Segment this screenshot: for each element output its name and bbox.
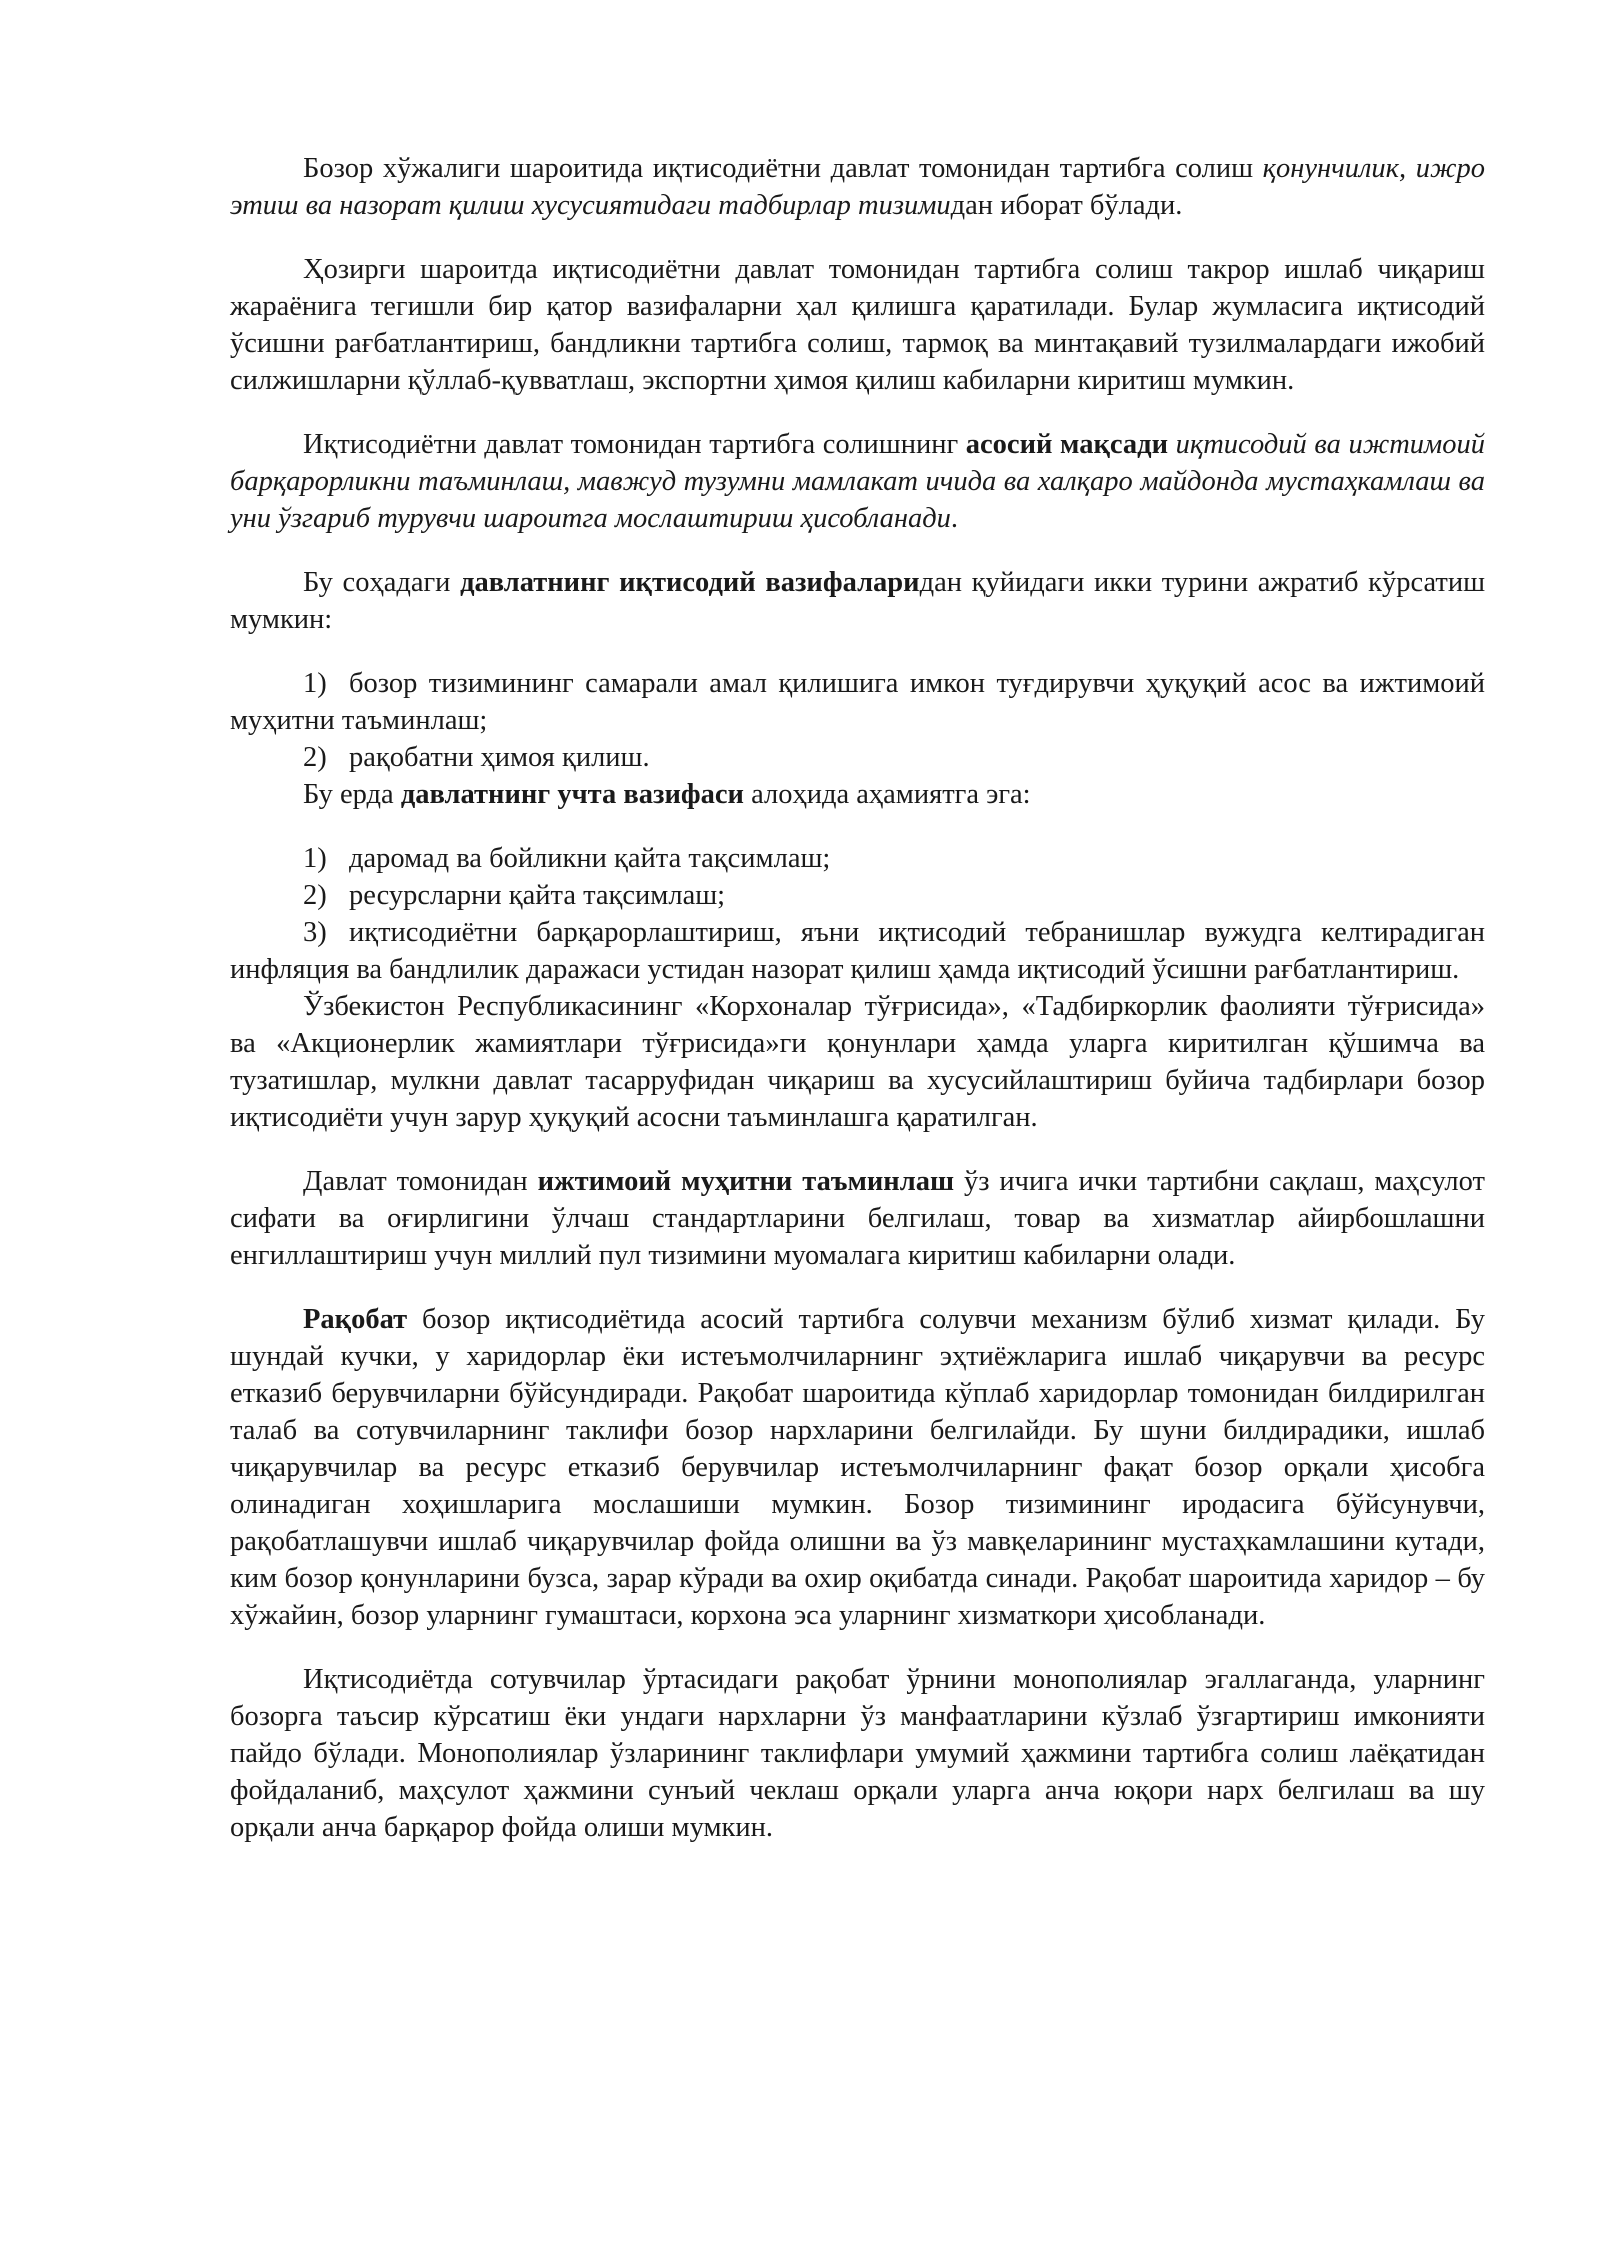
list1-item-1-num: 1) [303,668,327,699]
p3-italic: иқтисодий ва ижтимоий барқарорликни таъминлаш, мавжуд тузумни мамлакат ичида ва халқаро майдонда мустаҳкамлаш ва уни ўзгариб турувчи шароитга мослаштириш ҳисобланади [230,429,1485,534]
list2-item-3-text: иқтисодиётни барқарорлаштириш, яъни иқтисодий тебранишлар вужудга келтирадиган инфляция ва бандлилик даражаси устидан назорат қилиш ҳамда иқтисодий ўсишни рағбатлантириш. [230,917,1485,985]
list1-item-1 [230,665,1485,739]
p7-bold: ижтимоий муҳитни таъминлаш [537,1166,955,1197]
paragraph-5 [230,776,1485,813]
p7-text: Давлат томонидан [303,1166,538,1197]
paragraph-2: Ҳозирги шароитда иқтисодиётни давлат томонидан тартибга солиш такрор ишлаб чиқариш жараёнига тегишли бир қатор вазифаларни ҳал қилишга қаратилади. Булар жумласига иқтисодий ўсишни рағбатлантириш, бандликни тартибга солиш, тармоқ ва минтақавий тузилмалардаги ижобий силжишларни қўллаб-қувватлаш, экспортни ҳимоя қилиш кабиларни киритиш мумкин. [230,254,1485,396]
paragraph-6: Ўзбекистон Республикасининг «Корхоналар тўғрисида», «Тадбиркорлик фаолияти тўғрисида» ва «Акционерлик жамиятлари тўғрисида»ги қонунлари ҳамда уларга киритилган қўшимча ва тузатишлар, мулкни давлат тасарруфидан чиқариш ва хусусийлаштириш буйича тадбирлари бозор иқтисодиёти учун зарур ҳуқуқий асосни таъминлашга қаратилган. [230,991,1485,1133]
p5-text: Бу ерда [303,779,401,810]
list1-item-2-text: рақобатни ҳимоя қилиш. [349,742,650,773]
p8-text: бозор иқтисодиётида асосий тартибга солувчи механизм бўлиб хизмат қилади. Бу шундай кучки, у харидорлар ёки истеъмолчиларнинг эҳтиёжларига ишлаб чиқарувчи ва ресурс етказиб берувчиларни бўйсундиради. Рақобат шароитида кўплаб харидорлар томонидан билдирилган талаб ва сотувчиларнинг таклифи бозор нархларини белгилайди. Бу шуни билдирадики, ишлаб чиқарувчилар ва ресурс етказиб берувчилар истеъмолчиларнинг фақат бозор орқали ҳисобга олинадиган хоҳишларига мослашиши мумкин. Бозор тизимининг иродасига бўйсунувчи, рақобатлашувчи ишлаб чиқарувчилар фойда олишни ва ўз мавқеларининг мустаҳкамлашини кутади, ким бозор қонунларини бузса, зарар кўради ва охир оқибатда синади. Рақобат шароитида харидор – бу хўжайин, бозор уларнинг гумаштаси, корхона эса уларнинг хизматкори ҳисобланади. [230,1304,1485,1631]
paragraph-8 [230,1301,1485,1634]
list2-item-1-num: 1) [303,843,327,874]
p4-bold: давлатнинг иқтисодий вазифалари [460,567,920,598]
p3-text: Иқтисодиётни давлат томонидан тартибга солишнинг [303,429,966,460]
list2-item-2 [230,877,1485,914]
list2-item-1-text: даромад ва бойликни қайта тақсимлаш; [349,843,831,874]
list2-item-2-num: 2) [303,880,327,911]
p4-text: Бу соҳадаги [303,567,461,598]
p5-text-end: алоҳида аҳамиятга эга: [743,779,1031,810]
document-page [230,150,1485,1846]
list1-item-2-num: 2) [303,742,327,773]
paragraph-9: Иқтисодиётда сотувчилар ўртасидаги рақобат ўрнини монополиялар эгаллаганда, уларнинг бозорга таъсир кўрсатиш ёки ундаги нархларни ўз манфаатларини кўзлаб ўзгартириш имконияти пайдо бўлади. Монополиялар ўзларининг таклифлари умумий ҳажмини тартибга солиш лаёқатидан фойдаланиб, маҳсулот ҳажмини сунъий чеклаш орқали уларга анча юқори нарх белгилаш ва шу орқали анча барқарор фойда олиши мумкин. [230,1664,1485,1843]
p7-text-end: ўз ичига ички тартибни сақлаш, маҳсулот сифати ва оғирлигини ўлчаш стандартларини белгилаш, товар ва хизматлар айирбошлашни енгиллаштириш учун миллий пул тизимини муомалага киритиш кабиларни олади. [230,1166,1485,1271]
paragraph-1 [230,150,1485,224]
list1-item-1-text: бозор тизимининг самарали амал қилишига имкон туғдирувчи ҳуқуқий асос ва ижтимоий муҳитни таъминлаш; [230,668,1485,736]
paragraph-4 [230,564,1485,638]
p4-text-end: дан қуйидаги икки турини ажратиб кўрсатиш мумкин: [230,567,1486,635]
p1-italic: қонунчилик, ижро этиш ва назорат қилиш хусусиятидаги тадбирлар тизими [230,153,1485,221]
p3-bold: асосий мақсади [965,429,1169,460]
p1-text: Бозор хўжалиги шароитида иқтисодиётни давлат томонидан тартибга солиш [303,153,1263,184]
paragraph-7 [230,1163,1485,1274]
list2-item-3 [230,914,1485,988]
p5-bold: давлатнинг учта вазифаси [400,779,744,810]
list2-item-1 [230,840,1485,877]
p3-period: . [950,503,959,534]
p1-text-end: дан иборат бўлади. [950,190,1183,221]
p8-bold: Рақобат [303,1304,408,1335]
list2-item-2-text: ресурсларни қайта тақсимлаш; [349,880,726,911]
paragraph-3 [230,426,1485,537]
list1-item-2 [230,739,1485,776]
list2-item-3-num: 3) [303,917,327,948]
